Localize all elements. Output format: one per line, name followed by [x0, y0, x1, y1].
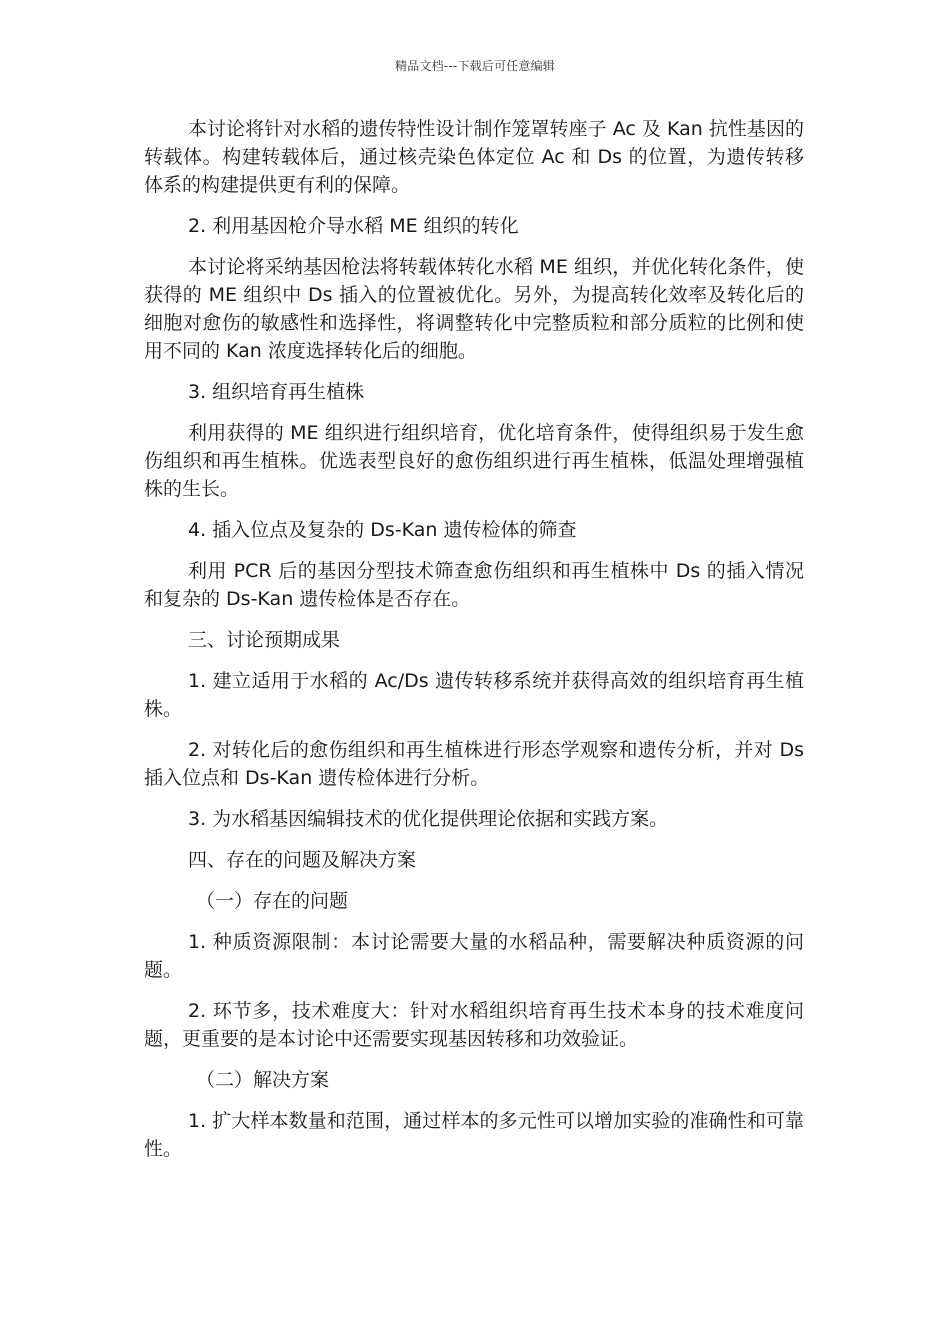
subheading-existing-problems: （一）存在的问题: [196, 890, 349, 912]
problem-item-2: 2. 环节多，技术难度大：针对水稻组织培育再生技术本身的技术难度问题，更重要的是本讨论中还需要实现基因转移和功效验证。: [144, 1000, 804, 1050]
problem-item-1: 1. 种质资源限制：本讨论需要大量的水稻品种，需要解决种质资源的问题。: [144, 931, 804, 981]
result-item-1: 1. 建立适用于水稻的 Ac/Ds 遗传转移系统并获得高效的组织培育再生植株。: [144, 670, 804, 720]
chapter-heading-expected-results: 三、讨论预期成果: [188, 629, 341, 651]
chapter-heading-problems: 四、存在的问题及解决方案: [188, 849, 417, 871]
solution-item-1: 1. 扩大样本数量和范围，通过样本的多元性可以增加实验的准确性和可靠性。: [144, 1110, 804, 1160]
document-body: [144, 115, 804, 1176]
page-header: 精品文档---下载后可任意编辑: [395, 59, 555, 73]
result-item-2: 2. 对转化后的愈伤组织和再生植株进行形态学观察和遗传分析，并对 Ds 插入位点和 Ds-Kan 遗传检体进行分析。: [144, 739, 804, 789]
paragraph-gene-gun: 本讨论将采纳基因枪法将转载体转化水稻 ME 组织，并优化转化条件，使获得的 ME 组织中 Ds 插入的位置被优化。另外，为提高转化效率及转化后的细胞对愈伤的敏感性和选择性，将调整转化中完整质粒和部分质粒的比例和使用不同的 Kan 浓度选择转化后的细胞。: [144, 256, 804, 362]
paragraph-intro: 本讨论将针对水稻的遗传特性设计制作笼罩转座子 Ac 及 Kan 抗性基因的转载体。构建转载体后，通过核壳染色体定位 Ac 和 Ds 的位置，为遗传转移体系的构建提供更有利的保障。: [144, 118, 804, 196]
result-item-3: 3. 为水稻基因编辑技术的优化提供理论依据和实践方案。: [188, 808, 669, 830]
section-heading-2: 2. 利用基因枪介导水稻 ME 组织的转化: [188, 215, 519, 237]
section-heading-3: 3. 组织培育再生植株: [188, 381, 365, 403]
paragraph-tissue-culture: 利用获得的 ME 组织进行组织培育，优化培育条件，使得组织易于发生愈伤组织和再生植株。优选表型良好的愈伤组织进行再生植株，低温处理增强植株的生长。: [144, 422, 804, 500]
subheading-solutions: （二）解决方案: [196, 1069, 330, 1091]
section-heading-4: 4. 插入位点及复杂的 Ds-Kan 遗传检体的筛查: [188, 519, 577, 541]
paragraph-pcr-screening: 利用 PCR 后的基因分型技术筛查愈伤组织和再生植株中 Ds 的插入情况和复杂的 Ds-Kan 遗传检体是否存在。: [144, 560, 804, 610]
